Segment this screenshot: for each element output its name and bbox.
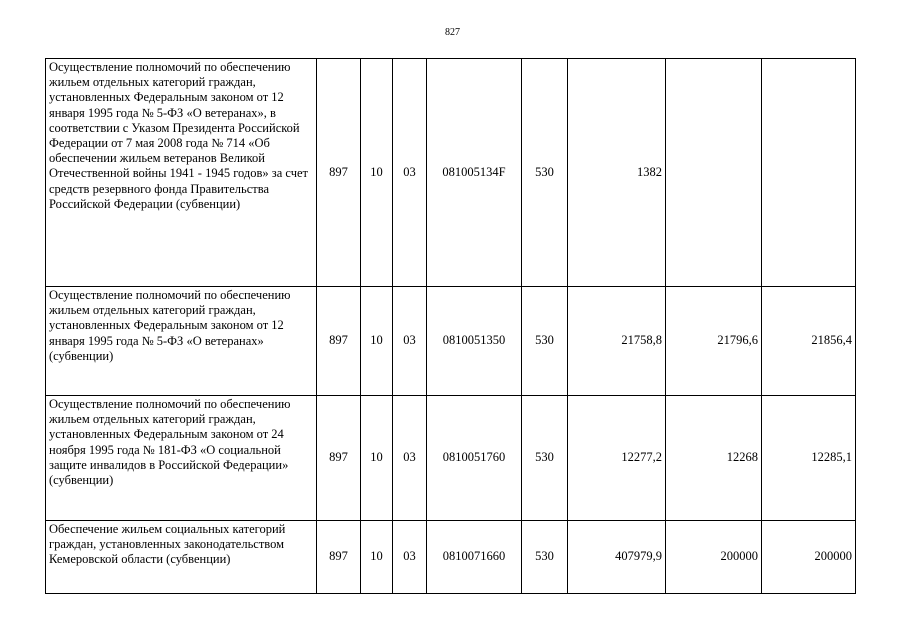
subsection-code: 03 (393, 521, 427, 594)
section-code: 10 (361, 396, 393, 521)
budget-table (45, 58, 856, 594)
subsection-code: 03 (393, 396, 427, 521)
amount-year-1: 1382 (568, 59, 666, 287)
expense-type-code: 530 (522, 287, 568, 396)
amount-year-2 (666, 59, 762, 287)
row-description: Обеспечение жильем социальных категорий граждан, установленных законодательством Кемеровской области (субвенции) (46, 521, 317, 594)
target-article-code: 0810051760 (427, 396, 522, 521)
amount-year-3: 21856,4 (762, 287, 856, 396)
expense-type-code: 530 (522, 59, 568, 287)
expense-type-code: 530 (522, 396, 568, 521)
ministry-code: 897 (317, 396, 361, 521)
section-code: 10 (361, 521, 393, 594)
target-article-code: 0810051350 (427, 287, 522, 396)
subsection-code: 03 (393, 287, 427, 396)
amount-year-3 (762, 59, 856, 287)
amount-year-2: 21796,6 (666, 287, 762, 396)
row-description: Осуществление полномочий по обеспечению жильем отдельных категорий граждан, установленных Федеральным законом от 12 января 1995 года № 5-ФЗ «О ветеранах», в соответствии с Указом Президента Российской Федерации от 7 мая 2008 года № 714 «Об обеспечении жильем ветеранов Великой Отечественной войны 1941 - 1945 годов» за счет средств резервного фонда Правительства Российской Федерации (субвенции) (46, 59, 317, 287)
page-number: 827 (445, 27, 460, 38)
target-article-code: 081005134F (427, 59, 522, 287)
table-row (46, 287, 856, 396)
subsection-code: 03 (393, 59, 427, 287)
ministry-code: 897 (317, 521, 361, 594)
amount-year-3: 200000 (762, 521, 856, 594)
ministry-code: 897 (317, 287, 361, 396)
amount-year-3: 12285,1 (762, 396, 856, 521)
amount-year-1: 21758,8 (568, 287, 666, 396)
expense-type-code: 530 (522, 521, 568, 594)
row-description: Осуществление полномочий по обеспечению жильем отдельных категорий граждан, установленных Федеральным законом от 12 января 1995 года № 5-ФЗ «О ветеранах» (субвенции) (46, 287, 317, 396)
amount-year-1: 12277,2 (568, 396, 666, 521)
section-code: 10 (361, 59, 393, 287)
section-code: 10 (361, 287, 393, 396)
table-row (46, 59, 856, 287)
amount-year-2: 12268 (666, 396, 762, 521)
row-description: Осуществление полномочий по обеспечению жильем отдельных категорий граждан, установленных Федеральным законом от 24 ноября 1995 года № 181-ФЗ «О социальной защите инвалидов в Российской Федерации» (субвенции) (46, 396, 317, 521)
ministry-code: 897 (317, 59, 361, 287)
target-article-code: 0810071660 (427, 521, 522, 594)
table-row (46, 396, 856, 521)
amount-year-1: 407979,9 (568, 521, 666, 594)
amount-year-2: 200000 (666, 521, 762, 594)
table-row (46, 521, 856, 594)
